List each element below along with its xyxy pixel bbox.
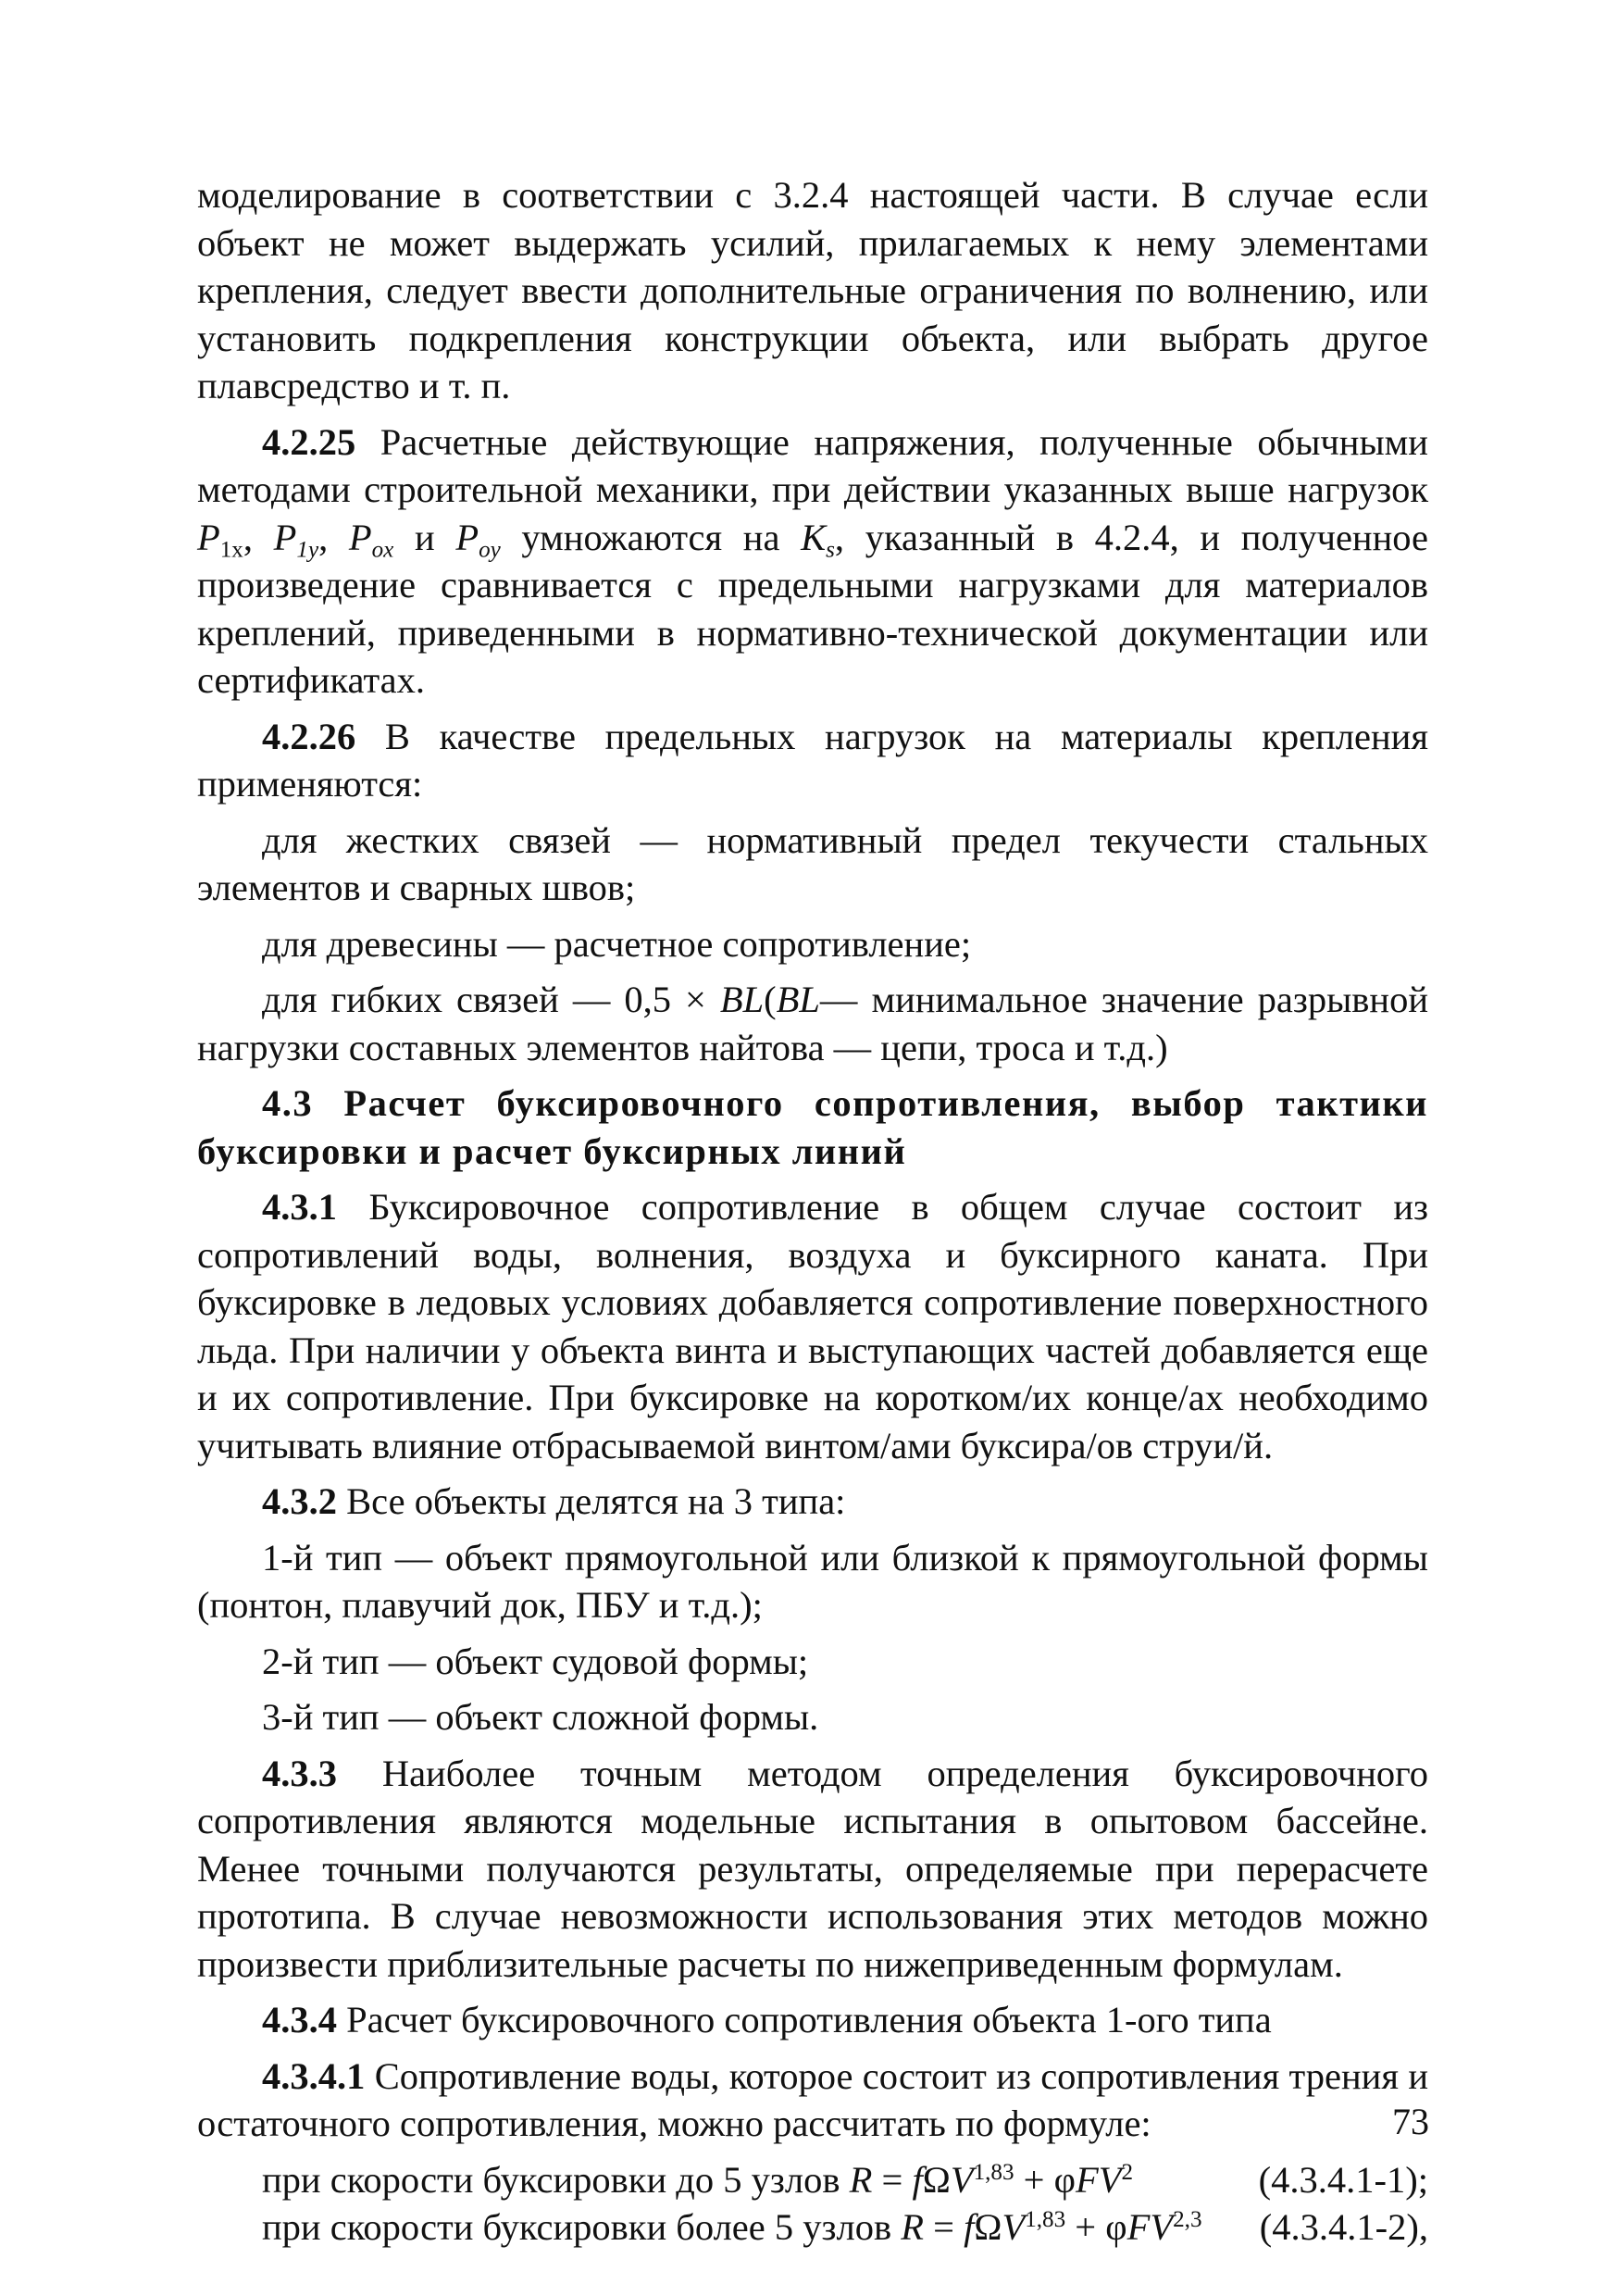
exponent: 1,83 — [1025, 2207, 1066, 2233]
equals: = — [872, 2158, 913, 2201]
var-bl: BL — [776, 979, 820, 1020]
section-number: 4.3.2 — [262, 1480, 337, 1522]
section-text: , указанный в 4.2.4, и полученное произведение сравнивается с предельными нагрузками для материалов креплений, приведенными в нормативно-технической документации или сертификатах. — [197, 516, 1428, 701]
var-f: f — [964, 2206, 975, 2248]
section-text: Расчет буксировочного сопротивления объекта 1-ого типа — [337, 1999, 1272, 2040]
section-4-3-4-1 — [197, 2053, 1428, 2148]
var-f-area: F — [1075, 2158, 1099, 2201]
var-r: R — [901, 2206, 924, 2248]
formula-line-2 — [197, 2203, 1428, 2252]
list-item: для древесины — расчетное сопротивление; — [262, 922, 972, 965]
var-bl: BL — [719, 979, 765, 1020]
var-omega: Ω — [974, 2206, 1002, 2248]
section-number: 4.3.1 — [262, 1186, 337, 1228]
subscript: s — [826, 537, 835, 563]
section-text: умножаются на — [500, 516, 802, 558]
exponent: 2 — [1121, 2159, 1134, 2185]
section-number: 4.3.4 — [262, 1999, 337, 2040]
formula-number: (4.3.4.1-2), — [1259, 2206, 1428, 2248]
list-item: 1-й тип — объект прямоугольной или близкой к прямоугольной формы (понтон, плавучий док, ПБУ и т.д.); — [197, 1536, 1428, 1626]
document-body — [197, 171, 1428, 2252]
section-4-3-3 — [197, 1750, 1428, 1989]
formula — [262, 2156, 1133, 2204]
var-f: f — [912, 2158, 923, 2201]
equals: = — [923, 2206, 965, 2248]
subscript: ox — [371, 537, 394, 563]
section-4-2-26 — [197, 713, 1428, 808]
formula-line-1 — [197, 2156, 1428, 2204]
formula — [262, 2203, 1202, 2252]
section-text: В качестве предельных нагрузок на материалы крепления применяются: — [197, 715, 1428, 805]
plus-phi: + φ — [1014, 2158, 1076, 2201]
paragraph-continuation: моделирование в соответствии с 3.2.4 настоящей части. В случае если объект не может выдержать усилий, прилагаемых к нему элементами крепления, следует ввести дополнительные ограничения по волнению, или установить подкрепления конструкции объекта, или выбрать другое плавсредство и т. п. — [197, 174, 1428, 406]
section-number: 4.2.26 — [262, 715, 356, 757]
formula-lead: при скорости буксировки более 5 узлов — [262, 2206, 902, 2248]
section-text: Сопротивление воды, которое состоит из сопротивления трения и остаточного сопротивления, можно рассчитать по формуле: — [197, 2054, 1428, 2144]
var-v: V — [1098, 2158, 1122, 2201]
formula-lead: при скорости буксировки до 5 узлов — [262, 2158, 850, 2201]
var-p: P — [197, 516, 220, 558]
section-number: 4.3.4.1 — [262, 2054, 366, 2097]
var-omega: Ω — [922, 2158, 951, 2201]
punct: ( — [764, 979, 777, 1020]
var-v: V — [1002, 2206, 1026, 2248]
punct: , — [318, 516, 329, 558]
section-text: Все объекты делятся на 3 типа: — [337, 1480, 846, 1522]
var-k: K — [801, 516, 827, 558]
list-item: для жестких связей — нормативный предел текучести стальных элементов и сварных швов; — [197, 818, 1428, 908]
section-text: Расчетные действующие напряжения, полученные обычными методами строительной механики, при действии указанных выше нагрузок — [197, 420, 1428, 510]
var-v: V — [950, 2158, 974, 2201]
page-number: 73 — [1392, 2101, 1429, 2142]
list-item — [197, 976, 1428, 1071]
section-4-3-4 — [197, 1996, 1428, 2044]
var-p: P — [455, 516, 479, 558]
section-heading-4-3: 4.3 Расчет буксировочного сопротивления, выбор тактики буксировки и расчет буксирных линий — [197, 1082, 1428, 1172]
conj: и — [393, 516, 456, 558]
var-r: R — [849, 2158, 873, 2201]
formula-number: (4.3.4.1-1); — [1258, 2158, 1428, 2201]
section-text: Буксировочное сопротивление в общем случае состоит из сопротивлений воды, волнения, воздуха и буксирного каната. При буксировке в ледовых условиях добавляется сопротивление поверхностного льда. При наличии у объекта винта и выступающих частей добавляется еще и их сопротивление. При буксировке на коротком/их конце/ах необходимо учитывать влияние отбрасываемой винтом/ами буксира/ов струи/й. — [197, 1186, 1428, 1466]
var-p: P — [273, 516, 297, 558]
section-4-3-2 — [197, 1478, 1428, 1526]
section-4-2-25 — [197, 418, 1428, 705]
exponent: 2,3 — [1173, 2207, 1202, 2233]
var-f-area: F — [1126, 2206, 1151, 2248]
var-v: V — [1150, 2206, 1174, 2248]
section-4-3-1 — [197, 1183, 1428, 1469]
subscript: 1y — [296, 537, 319, 563]
section-number: 4.2.25 — [262, 420, 356, 463]
list-item: 2-й тип — объект судовой формы; — [262, 1640, 809, 1682]
exponent: 1,83 — [973, 2159, 1014, 2185]
section-text: Наиболее точным методом определения буксировочного сопротивления являются модельные испытания в опытовом бассейне. Менее точными получаются результаты, определяемые при перерасчете прототипа. В случае невозможности использования этих методов можно произвести приблизительные расчеты по нижеприведенным формулам. — [197, 1752, 1428, 1985]
list-item: 3-й тип — объект сложной формы. — [262, 1696, 819, 1738]
list-text: — минимальное значение разрывной нагрузки составных элементов найтова — цепи, троса и т.д.) — [197, 979, 1428, 1068]
punct: , — [243, 516, 274, 558]
subscript: oy — [479, 537, 501, 563]
section-number: 4.3.3 — [262, 1752, 337, 1794]
subscript: 1x — [219, 537, 243, 563]
list-text: для гибких связей — 0,5 × — [262, 979, 720, 1020]
plus-phi: + φ — [1065, 2206, 1127, 2248]
var-p: P — [348, 516, 372, 558]
